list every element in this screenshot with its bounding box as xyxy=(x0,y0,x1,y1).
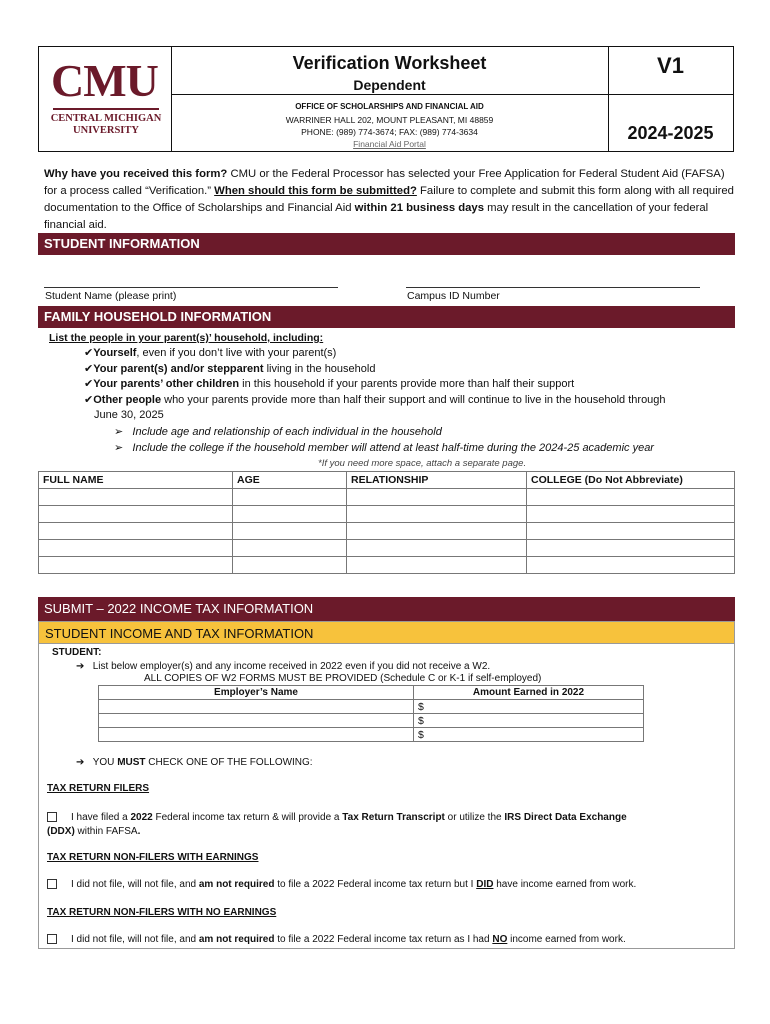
form-title: Verification Worksheet xyxy=(292,53,487,73)
non-filers-no-earnings-checkbox[interactable] xyxy=(47,934,57,944)
student-name-label: Student Name (please print) xyxy=(45,290,177,302)
col-amount-earned: Amount Earned in 2022 xyxy=(414,686,644,700)
list-item: ✔Other people who your parents provide more than half their support and will continue to live in the household through xyxy=(84,393,666,406)
table-row[interactable]: $ xyxy=(99,700,644,714)
table-row[interactable]: $ xyxy=(99,728,644,742)
list-item-continued: June 30, 2025 xyxy=(94,409,164,421)
table-header-row xyxy=(39,472,735,489)
version-divider xyxy=(608,94,733,95)
student-info-heading: STUDENT INFORMATION xyxy=(38,233,735,255)
submit-income-heading: SUBMIT – 2022 INCOME TAX INFORMATION xyxy=(38,597,735,621)
logo-cell xyxy=(39,47,172,151)
version-cell xyxy=(608,47,733,151)
arrow-bullet-icon: ➢ xyxy=(114,426,124,438)
household-list-intro: List the people in your parent(s)’ household, including: xyxy=(49,332,324,344)
arrow-right-icon: ➔ xyxy=(76,661,85,672)
table-header-row xyxy=(99,686,644,700)
logo-divider xyxy=(53,108,159,110)
col-age: AGE xyxy=(233,472,347,489)
table-row[interactable]: $ xyxy=(99,714,644,728)
w2-instruction: ALL COPIES OF W2 FORMS MUST BE PROVIDED (Schedule C or K-1 if self-employed) xyxy=(144,673,542,684)
logo-sub-line2: UNIVERSITY xyxy=(73,125,139,136)
non-filers-earnings-heading: TAX RETURN NON-FILERS WITH EARNINGS xyxy=(47,852,259,863)
list-item: ✔Yourself, even if you don’t live with your parent(s) xyxy=(84,347,337,359)
col-employer-name: Employer’s Name xyxy=(99,686,414,700)
intro-paragraph xyxy=(44,166,734,234)
form-subtitle: Dependent xyxy=(353,77,426,93)
office-phone: PHONE: (989) 774-3674; FAX: (989) 774-3634 xyxy=(301,127,478,137)
family-household-heading: FAMILY HOUSEHOLD INFORMATION xyxy=(38,306,735,328)
when-answer: Failure to complete and submit this form along with all required documentation to the Office of Scholarships and Financial Aid xyxy=(44,185,734,214)
sub-item: ➢ Include the college if the household member will attend at least half-time during the 2024-25 academic year xyxy=(114,441,654,454)
why-answer: CMU or the Federal Processor has selected your Free Application for Federal Student Aid (FAFSA) for a process called “Verification.” xyxy=(44,168,725,197)
table-row[interactable] xyxy=(39,506,735,523)
col-relationship: RELATIONSHIP xyxy=(347,472,527,489)
tax-filers-heading: TAX RETURN FILERS xyxy=(47,783,150,794)
when-question: When should this form be submitted? xyxy=(214,185,417,197)
employer-table xyxy=(98,685,644,742)
why-question: Why have you received this form? xyxy=(44,168,228,180)
non-filers-no-earnings-option: I did not file, will not file, and am not required to file a 2022 Federal income tax return as I had NO income earned from work. xyxy=(47,934,727,945)
campus-id-line[interactable] xyxy=(406,287,700,288)
list-item: ✔Your parent(s) and/or stepparent living in the household xyxy=(84,362,376,375)
non-filers-earnings-checkbox[interactable] xyxy=(47,879,57,889)
table-row[interactable] xyxy=(39,540,735,557)
form-version: V1 xyxy=(657,53,684,78)
header-table xyxy=(38,46,734,152)
must-check-instruction: ➔ YOU MUST CHECK ONE OF THE FOLLOWING: xyxy=(76,757,313,768)
table-row[interactable] xyxy=(39,523,735,540)
table-row[interactable] xyxy=(39,489,735,506)
student-name-line[interactable] xyxy=(44,287,338,288)
col-full-name: FULL NAME xyxy=(39,472,233,489)
household-sub-list xyxy=(114,425,734,456)
office-address: WARRINER HALL 202, MOUNT PLEASANT, MI 48859 xyxy=(285,115,494,125)
student-label: STUDENT: xyxy=(52,647,102,658)
logo-subtitle xyxy=(49,113,163,137)
separate-page-note: *If you need more space, attach a separate page. xyxy=(318,458,527,469)
title-divider xyxy=(171,94,608,95)
list-item: ✔Your parents’ other children in this household if your parents provide more than half their support xyxy=(84,378,575,390)
student-income-heading: STUDENT INCOME AND TAX INFORMATION xyxy=(38,621,735,644)
col-college: COLLEGE (Do Not Abbreviate) xyxy=(527,472,735,489)
title-cell xyxy=(171,47,609,151)
sub-item: ➢ Include age and relationship of each individual in the household xyxy=(114,426,442,438)
tax-filers-checkbox[interactable] xyxy=(47,812,57,822)
campus-id-label: Campus ID Number xyxy=(407,290,500,302)
tax-filers-option: I have filed a 2022 Federal income tax return & will provide a Tax Return Transcript or utilize the IRS Direct Data Exchange (DDX) within FAFSA. xyxy=(47,812,627,837)
financial-aid-portal-link[interactable]: Financial Aid Portal xyxy=(353,139,426,149)
cmu-logo: CMU xyxy=(51,55,158,106)
arrow-bullet-icon: ➢ xyxy=(114,441,124,454)
intro-end: may result in the cancellation of your federal financial aid. xyxy=(44,202,709,231)
non-filers-no-earnings-heading: TAX RETURN NON-FILERS WITH NO EARNINGS xyxy=(47,907,277,918)
arrow-right-icon: ➔ xyxy=(76,757,85,768)
table-row[interactable] xyxy=(39,557,735,574)
award-year: 2024-2025 xyxy=(627,123,714,143)
logo-sub-line1: CENTRAL MICHIGAN xyxy=(50,113,162,124)
household-table xyxy=(38,471,735,574)
deadline: within 21 business days xyxy=(354,202,484,214)
office-name: OFFICE OF SCHOLARSHIPS AND FINANCIAL AID xyxy=(295,102,484,111)
household-list xyxy=(84,346,734,424)
employer-instruction: ➔ List below employer(s) and any income received in 2022 even if you did not receive a W2. xyxy=(76,661,491,672)
non-filers-earnings-option: I did not file, will not file, and am not required to file a 2022 Federal income tax return but I DID have income earned from work. xyxy=(47,879,727,890)
